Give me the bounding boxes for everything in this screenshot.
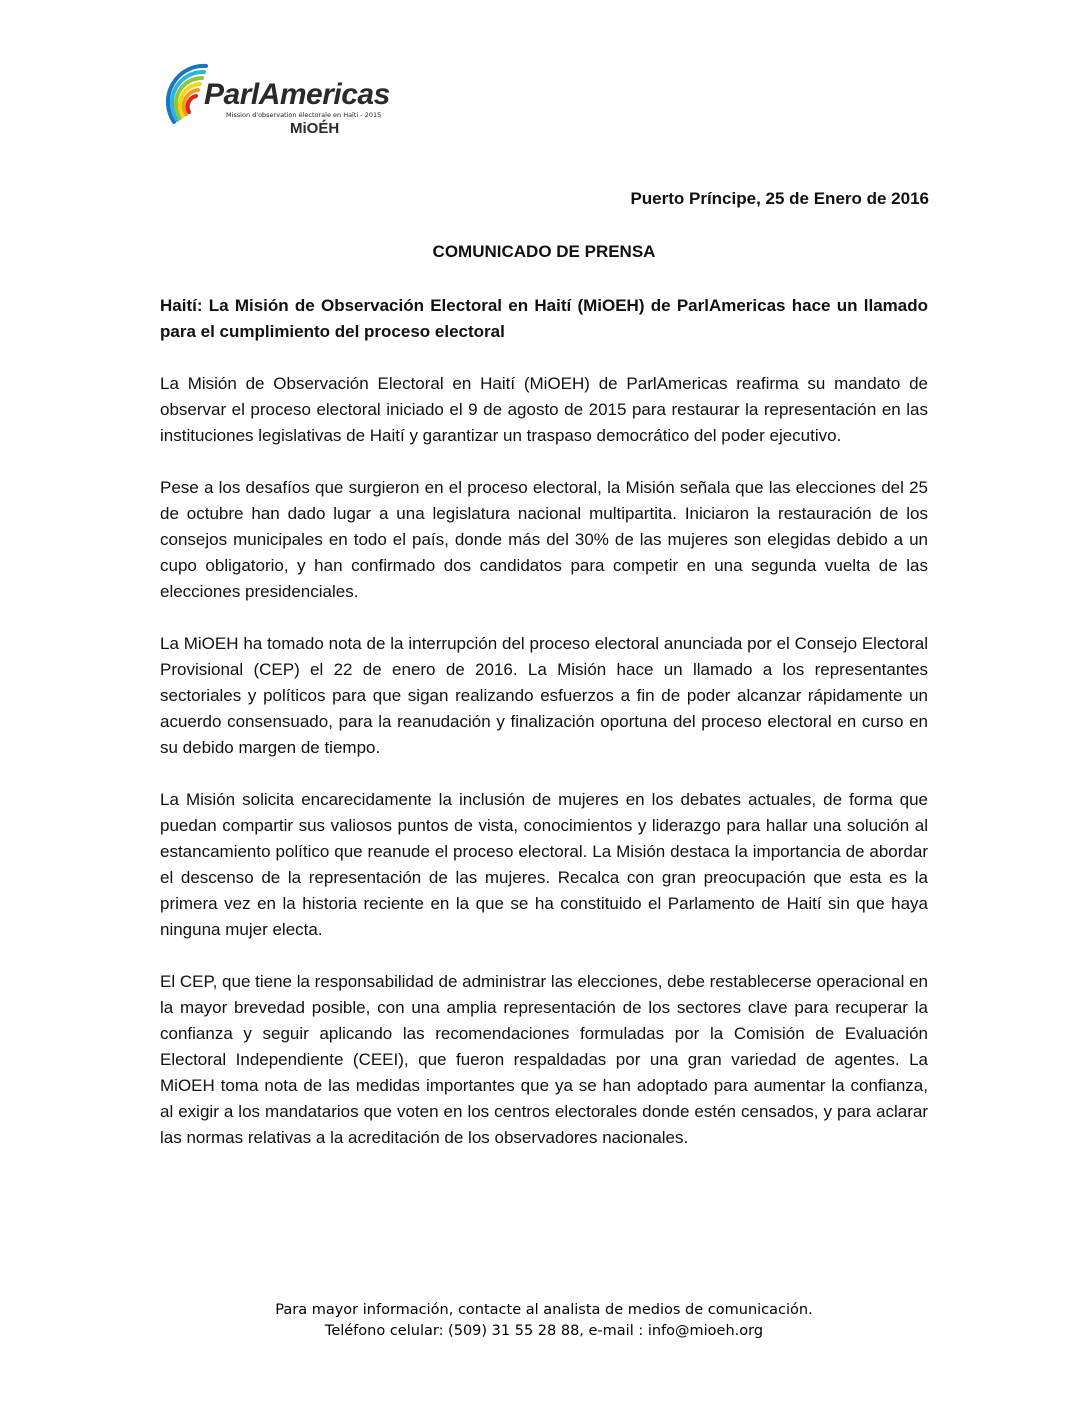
logo-acronym: MiOÉH bbox=[290, 120, 340, 137]
paragraph-4: La Misión solicita encarecidamente la inclusión de mujeres en los debates actuales, de forma que puedan compartir sus valiosos puntos de vista, conocimientos y liderazgo para hallar una solución al estancamiento político que reanude el proceso electoral. La Misión destaca la importancia de abordar el descenso de la representación de las mujeres. Recalca con gran preocupación que esta es la primera vez en la historia reciente en la que se ha constituido el Parlamento de Haití sin que haya ninguna mujer electa. bbox=[160, 790, 928, 939]
paragraph-2: Pese a los desafíos que surgieron en el proceso electoral, la Misión señala que las elecciones del 25 de octubre han dado lugar a una legislatura nacional multipartita. Iniciaron la restauración de los consejos municipales en todo el país, donde más del 30% de las mujeres son elegidas debido a un cupo obligatorio, y han confirmado dos candidatos para competir en una segunda vuelta de las elecciones presidenciales. bbox=[160, 478, 928, 601]
date-line: Puerto Príncipe, 25 de Enero de 2016 bbox=[630, 189, 929, 208]
parlamericas-logo bbox=[160, 60, 400, 140]
footer bbox=[0, 1300, 1088, 1342]
press-release-heading: COMUNICADO DE PRENSA bbox=[432, 242, 656, 261]
paragraph-5: El CEP, que tiene la responsabilidad de administrar las elecciones, debe restablecerse operacional en la mayor brevedad posible, con una amplia representación de los sectores clave para recuperar la confianza y seguir aplicando las recomendaciones formuladas por la Comisión de Evaluación Electoral Independiente (CEEI), que fueron respaldadas por una gran variedad de agentes. La MiOEH toma nota de las medidas importantes que ya se han adoptado para aumentar la confianza, al exigir a los mandatarios que voten en los centros electorales donde estén censados, y para aclarar las normas relativas a la acreditación de los observadores nacionales. bbox=[160, 972, 928, 1147]
footer-phone-email: Teléfono celular: (509) 31 55 28 88, e-mail : info@mioeh.org bbox=[324, 1323, 764, 1339]
logo-name: ParlAmericas bbox=[204, 78, 390, 111]
footer-contact-line: Para mayor información, contacte al analista de medios de comunicación. bbox=[275, 1302, 813, 1318]
document-title: Haití: La Misión de Observación Electoral en Haití (MiOEH) de ParlAmericas hace un llamado para el cumplimiento del proceso electoral bbox=[160, 296, 928, 341]
paragraph-1: La Misión de Observación Electoral en Haití (MiOEH) de ParlAmericas reafirma su mandato de observar el proceso electoral iniciado el 9 de agosto de 2015 para restaurar la representación en las instituciones legislativas de Haití y garantizar un traspaso democrático del poder ejecutivo. bbox=[160, 374, 928, 445]
logo-subtitle: Mission d'observation électorale en Haïti - 2015 bbox=[226, 111, 382, 119]
document-body bbox=[160, 293, 928, 1177]
paragraph-3: La MiOEH ha tomado nota de la interrupción del proceso electoral anunciada por el Consejo Electoral Provisional (CEP) el 22 de enero de 2016. La Misión hace un llamado a los representantes sectoriales y políticos para que sigan realizando esfuerzos a fin de poder alcanzar rápidamente un acuerdo consensuado, para la reanudación y finalización oportuna del proceso electoral en curso en su debido margen de tiempo. bbox=[160, 634, 928, 757]
